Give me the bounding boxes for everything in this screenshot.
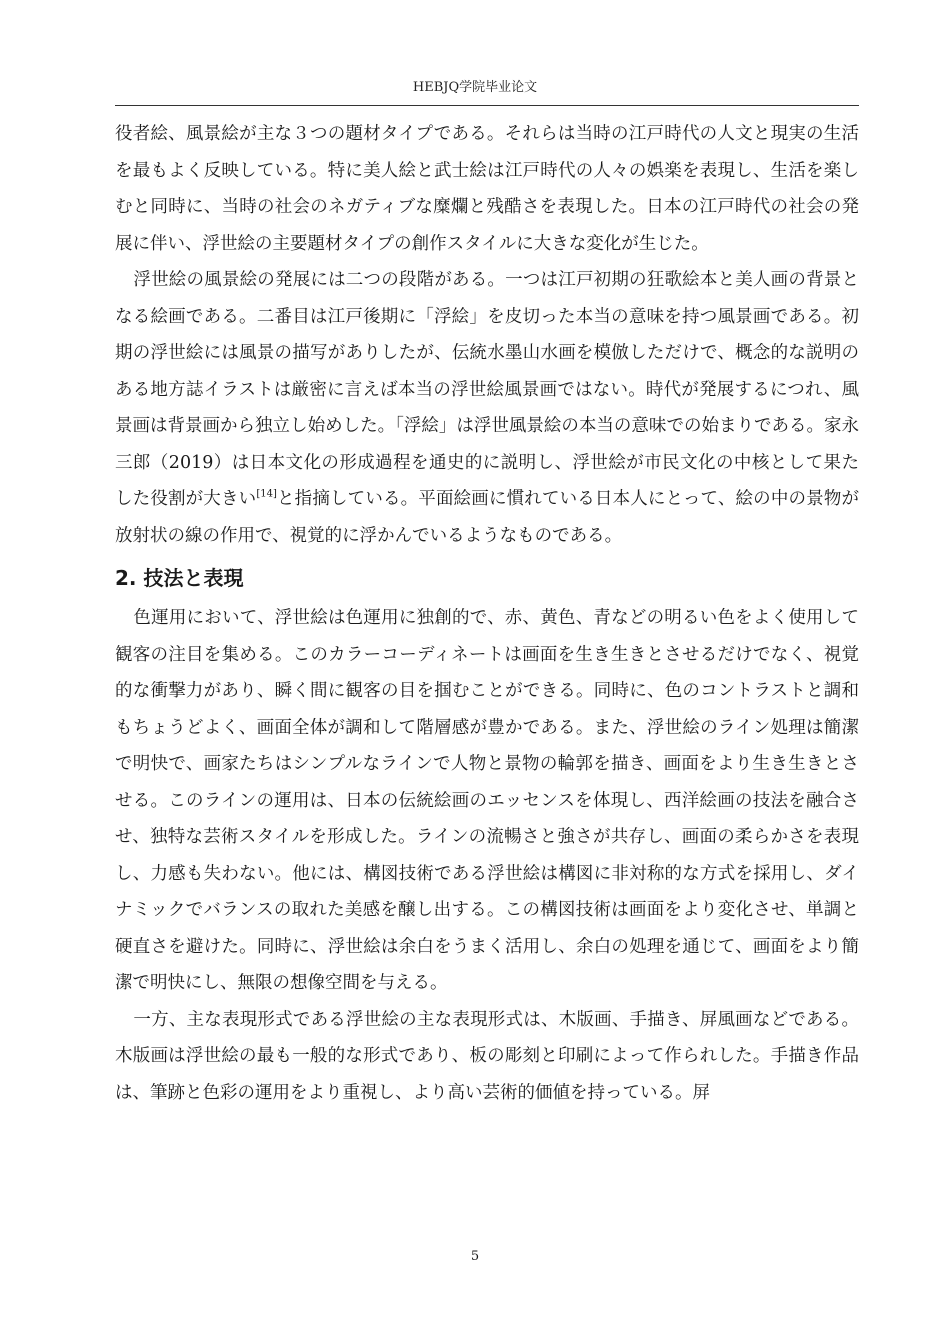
body-text <box>115 116 859 1111</box>
paragraph-continued: 役者絵、風景絵が主な３つの題材タイプである。それらは当時の江戸時代の人文と現実の生活を最もよく反映している。特に美人絵と武士絵は江戸時代の人々の娯楽を表現し、生活を楽しむと同時に、当時の社会のネガティブな糜爛と残酷さを表現した。日本の江戸時代の社会の発展に伴い、浮世絵の主要題材タイプの創作スタイルに大きな変化が生じた。 <box>115 124 859 254</box>
paragraph-landscape <box>115 262 859 554</box>
paragraph-landscape-text-2: と指摘している。平面絵画に慣れている日本人にとって、絵の中の景物が放射状の線の作用で、視覚的に浮かんでいるようなものである。 <box>115 489 859 546</box>
citation-reference[interactable]: [14] <box>256 488 277 500</box>
page-number: 5 <box>470 1249 480 1264</box>
paragraph-forms: 一方、主な表現形式である浮世絵の主な表現形式は、木版画、手描き、屏風画などである。木版画は浮世絵の最も一般的な形式であり、板の彫刻と印刷によって作られした。手描き作品は、筆跡と色彩の運用をより重視し、より高い芸術的価値を持っている。屏 <box>115 1009 859 1103</box>
section-heading: 2. 技法と表現 <box>115 566 244 590</box>
header-rule <box>115 105 859 106</box>
paragraph-landscape-text-1: 浮世絵の風景絵の発展には二つの段階がある。一つは江戸初期の狂歌絵本と美人画の背景となる絵画である。二番目は江戸後期に「浮絵」を皮切った本当の意味を持つ風景画である。初期の浮世絵には風景の描写がありしたが、伝統水墨山水画を模倣しただけで、概念的な説明のある地方誌イラストは厳密に言えば本当の浮世絵風景画ではない。時代が発展するにつれ、風景画は背景画から独立し始めした。「浮絵」は浮世風景絵の本当の意味での始まりである。家永三郎（2019）は日本文化の形成過程を通史的に説明し、浮世絵が市民文化の中核として果たした役割が大きい <box>115 270 859 509</box>
paragraph-color: 色運用において、浮世絵は色運用に独創的で、赤、黄色、青などの明るい色をよく使用して観客の注目を集める。このカラーコーディネートは画面を生き生きとさせるだけでなく、視覚的な衝撃力があり、瞬く間に観客の目を掴むことができる。同時に、色のコントラストと調和もちょうどよく、画面全体が調和して階層感が豊かである。また、浮世絵のライン処理は簡潔で明快で、画家たちはシンプルなラインで人物と景物の輪郭を描き、画面をより生き生きとさせる。このラインの運用は、日本の伝統絵画のエッセンスを体現し、西洋絵画の技法を融合させ、独特な芸術スタイルを形成した。ラインの流暢さと強さが共存し、画面の柔らかさを表現し、力感も失わない。他には、構図技術である浮世絵は構図に非対称的な方式を採用し、ダイナミックでバランスの取れた美感を醸し出する。この構図技術は画面をより変化させ、単調と硬直さを避けた。同時に、浮世絵は余白をうまく活用し、余白の処理を通じて、画面をより簡潔で明快にし、無限の想像空間を与える。 <box>115 608 859 993</box>
header-title: HEBJQ学院毕业论文 <box>412 80 538 95</box>
